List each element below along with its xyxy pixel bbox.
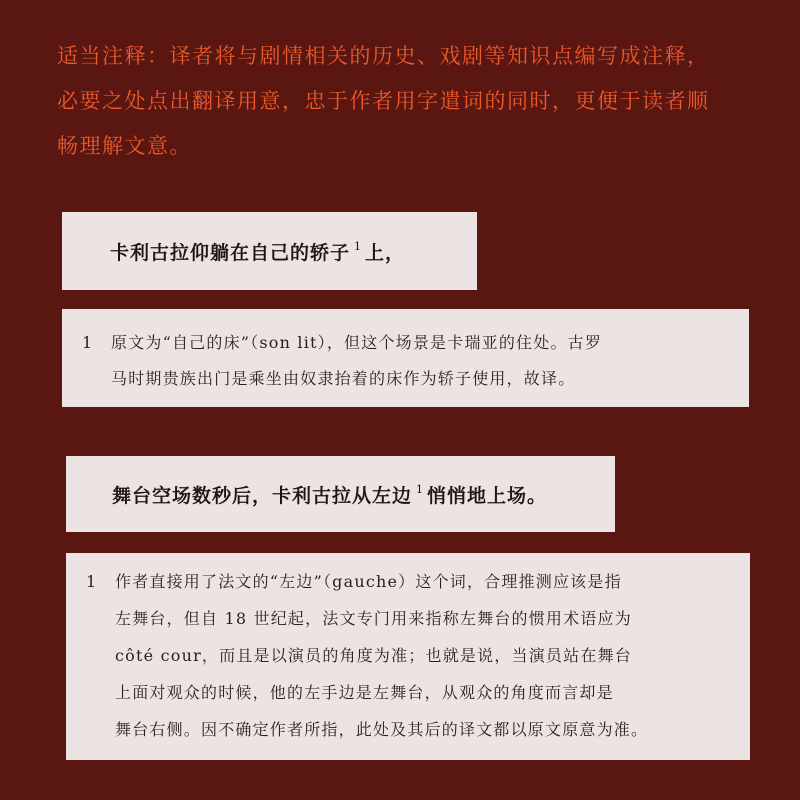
intro-line: 必要之处点出翻译用意，忠于作者用字遣词的同时，更便于读者顺 [57,89,710,113]
quote-text [110,238,405,265]
footnote-line: 作者直接用了法文的“左边”（gauche）这个词，合理推测应该是指 [115,572,622,591]
footnote-number: 1 [82,333,93,352]
footnote-line: 马时期贵族出门是乘坐由奴隶抬着的床作为轿子使用，故译。 [111,369,576,388]
footnote-text [111,325,729,397]
footnote-line: 舞台右侧。因不确定作者所指，此处及其后的译文都以原文原意为准。 [115,720,649,739]
footnote-line: 左舞台，但自 18 世纪起，法文专门用来指称左舞台的惯用术语应为 [115,609,632,628]
footnote [82,325,729,397]
quote-text-before: 舞台空场数秒后，卡利古拉从左边 [112,484,413,507]
quote-text-after: 上， [365,241,406,264]
footnote [86,563,730,748]
quote-box-1 [62,212,477,290]
quote-text-before: 卡利古拉仰躺在自己的轿子 [110,241,351,264]
footnote-marker: 1 [416,482,425,496]
footnote-line: 原文为“自己的床”（son lit），但这个场景是卡瑞亚的住处。古罗 [111,333,603,352]
intro-line: 适当注释：译者将与剧情相关的历史、戏剧等知识点编写成注释， [57,44,710,68]
quote-text [112,481,547,508]
footnote-text [115,563,730,748]
footnote-marker: 1 [354,239,363,253]
intro-line: 畅理解文意。 [57,134,192,158]
note-box-1 [62,309,749,407]
footnote-line: 上面对观众的时候，他的左手边是左舞台，从观众的角度而言却是 [115,683,614,702]
intro-paragraph [57,34,757,169]
footnote-line: côté cour，而且是以演员的角度为准；也就是说，当演员站在舞台 [115,646,632,665]
quote-text-after: 悄悄地上场。 [427,484,548,507]
footnote-number: 1 [86,572,97,591]
note-box-2 [66,553,750,760]
quote-box-2 [66,456,615,532]
